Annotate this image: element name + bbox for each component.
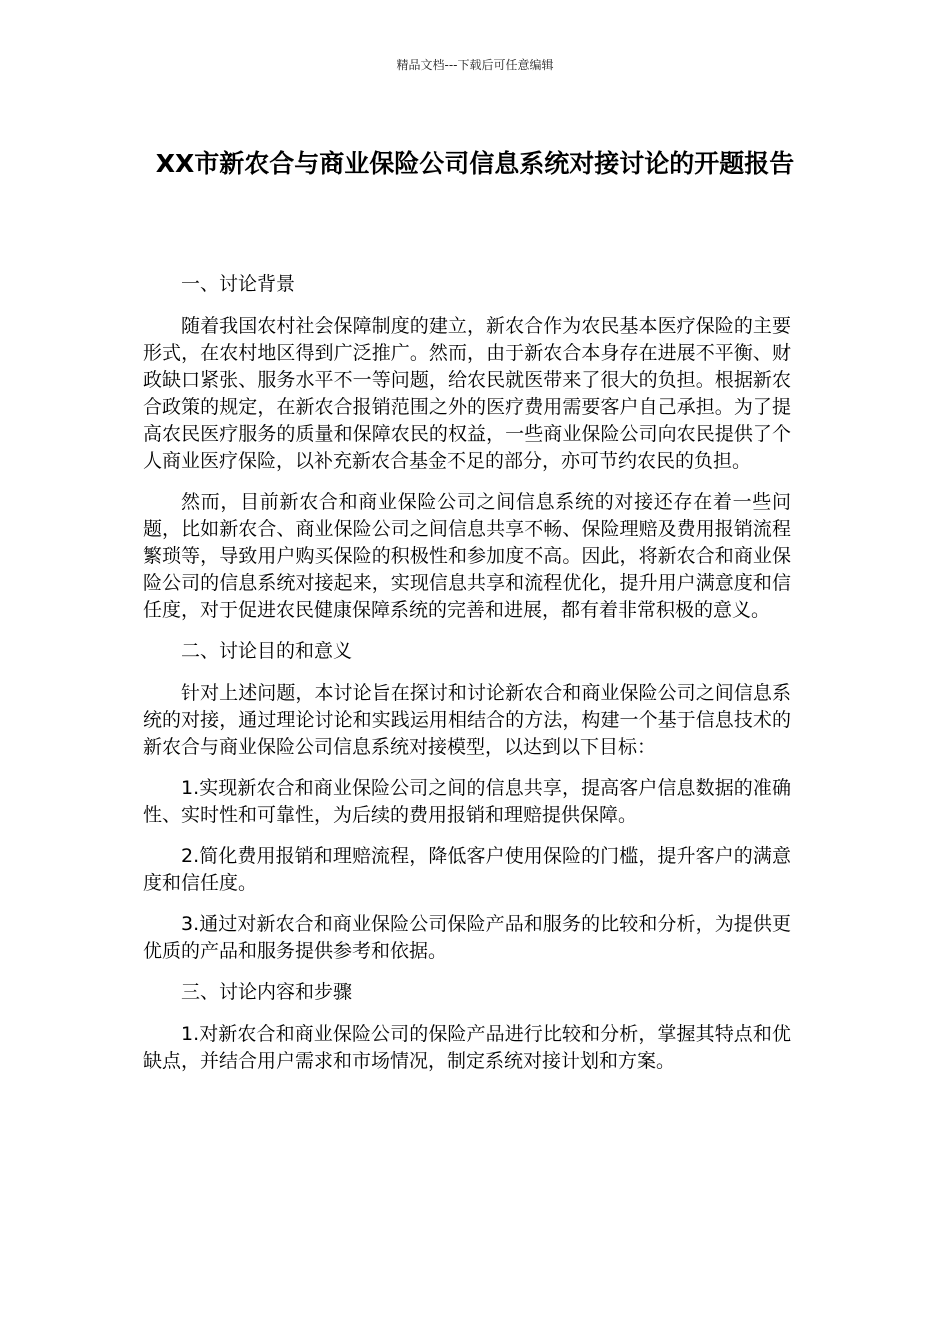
paragraph-purpose-intro: 针对上述问题，本讨论旨在探讨和讨论新农合和商业保险公司之间信息系统的对接，通过理论讨论和实践运用相结合的方法，构建一个基于信息技术的新农合与商业保险公司信息系统对接模型，以达到以下目标： <box>143 682 791 758</box>
paragraph-background-1: 随着我国农村社会保障制度的建立，新农合作为农民基本医疗保险的主要形式，在农村地区得到广泛推广。然而，由于新农合本身存在进展不平衡、财政缺口紧张、服务水平不一等问题，给农民就医带来了很大的负担。根据新农合政策的规定，在新农合报销范围之外的医疗费用需要客户自己承担。为了提高农民医疗服务的质量和保障农民的权益，一些商业保险公司向农民提供了个人商业医疗保险，以补充新农合基金不足的部分，亦可节约农民的负担。 <box>143 315 791 472</box>
paragraph-goal-2: 2.简化费用报销和理赔流程，降低客户使用保险的门槛，提升客户的满意度和信任度。 <box>143 845 791 894</box>
page-header-note: 精品文档---下载后可任意编辑 <box>396 58 554 72</box>
paragraph-step-1: 1.对新农合和商业保险公司的保险产品进行比较和分析，掌握其特点和优缺点，并结合用户需求和市场情况，制定系统对接计划和方案。 <box>143 1023 791 1072</box>
section-heading-purpose: 二、讨论目的和意义 <box>181 640 353 662</box>
section-heading-background: 一、讨论背景 <box>181 273 296 295</box>
document-body <box>143 271 791 1089</box>
section-heading-content-steps: 三、讨论内容和步骤 <box>181 981 353 1003</box>
paragraph-goal-3: 3.通过对新农合和商业保险公司保险产品和服务的比较和分析，为提供更优质的产品和服务提供参考和依据。 <box>143 913 791 962</box>
paragraph-goal-1: 1.实现新农合和商业保险公司之间的信息共享，提高客户信息数据的准确性、实时性和可靠性，为后续的费用报销和理赔提供保障。 <box>143 777 791 826</box>
paragraph-background-2: 然而，目前新农合和商业保险公司之间信息系统的对接还存在着一些问题，比如新农合、商业保险公司之间信息共享不畅、保险理赔及费用报销流程繁琐等，导致用户购买保险的积极性和参加度不高。因此，将新农合和商业保险公司的信息系统对接起来，实现信息共享和流程优化，提升用户满意度和信任度，对于促进农民健康保障系统的完善和进展，都有着非常积极的意义。 <box>143 491 791 621</box>
document-title: XX市新农合与商业保险公司信息系统对接讨论的开题报告 <box>155 149 795 178</box>
